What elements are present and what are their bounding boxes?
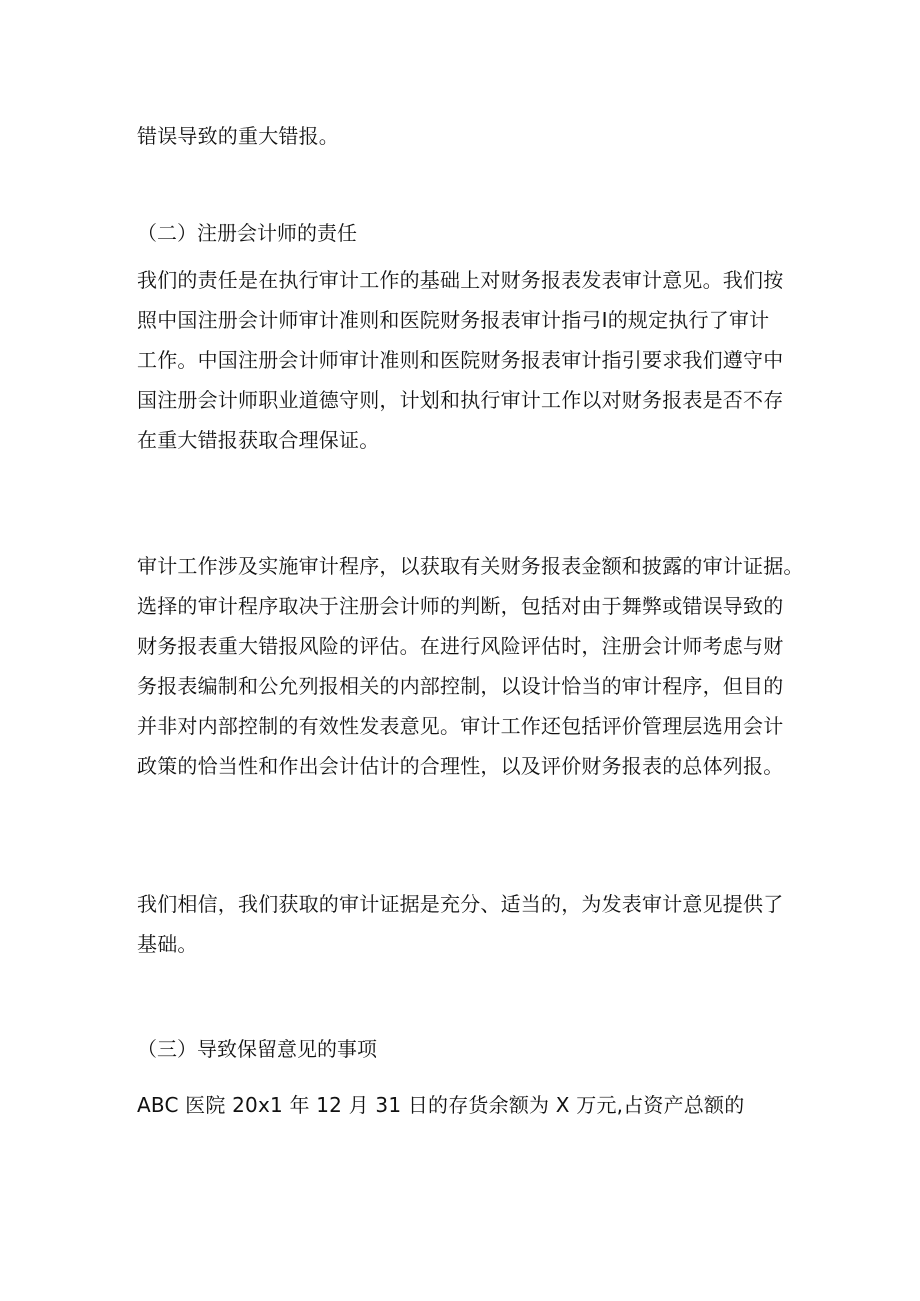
text-line: 并非对内部控制的有效性发表意见。审计工作还包括评价管理层选用会计 <box>137 714 784 738</box>
text-line: 照中国注册会计师审计准则和医院财务报表审计指弓I的规定执行了审计 <box>137 308 770 332</box>
text-line: 政策的恰当性和作出会计估计的合理性，以及评价财务报表的总体列报。 <box>137 754 784 778</box>
text-line: 审计工作涉及实施审计程序，以获取有关财务报表金额和披露的审计证据。 <box>137 554 804 578</box>
text-line: 基础。 <box>137 932 198 956</box>
section-heading-responsibility: （二）注册会计师的责任 <box>137 221 357 245</box>
section-heading-qualified-opinion-basis: （三）导致保留意见的事项 <box>137 1037 377 1061</box>
text-line: 财务报表重大错报风险的评估。在进行风险评估时，注册会计师考虑与财 <box>137 634 784 658</box>
text-line: 我们相信，我们获取的审计证据是充分、适当的，为发表审计意见提供了 <box>137 892 784 916</box>
text-line: 选择的审计程序取决于注册会计师的判断，包括对由于舞弊或错误导致的 <box>137 594 784 618</box>
text-line: 国注册会计师职业道德守则，计划和执行审计工作以对财务报表是否不存 <box>137 388 784 412</box>
qualified-opinion-paragraph <box>137 1085 797 1125</box>
audit-evidence-paragraph <box>137 884 797 964</box>
text-line: 我们的责任是在执行审计工作的基础上对财务报表发表审计意见。我们按 <box>137 268 784 292</box>
text-line: 在重大错报获取合理保证。 <box>137 428 380 452</box>
audit-procedures-paragraph <box>137 546 804 786</box>
text-line: ABC 医院 20x1 年 12 月 31 日的存货余额为 X 万元,占资产总额的 <box>137 1093 745 1117</box>
text-line: 工作。中国注册会计师审计准则和医院财务报表审计指引要求我们遵守中 <box>137 348 784 372</box>
responsibility-paragraph <box>137 260 797 460</box>
intro-paragraph <box>137 116 797 156</box>
text-line: 务报表编制和公允列报相关的内部控制，以设计恰当的审计程序，但目的 <box>137 674 784 698</box>
text-line: 错误导致的重大错报。 <box>137 124 339 148</box>
